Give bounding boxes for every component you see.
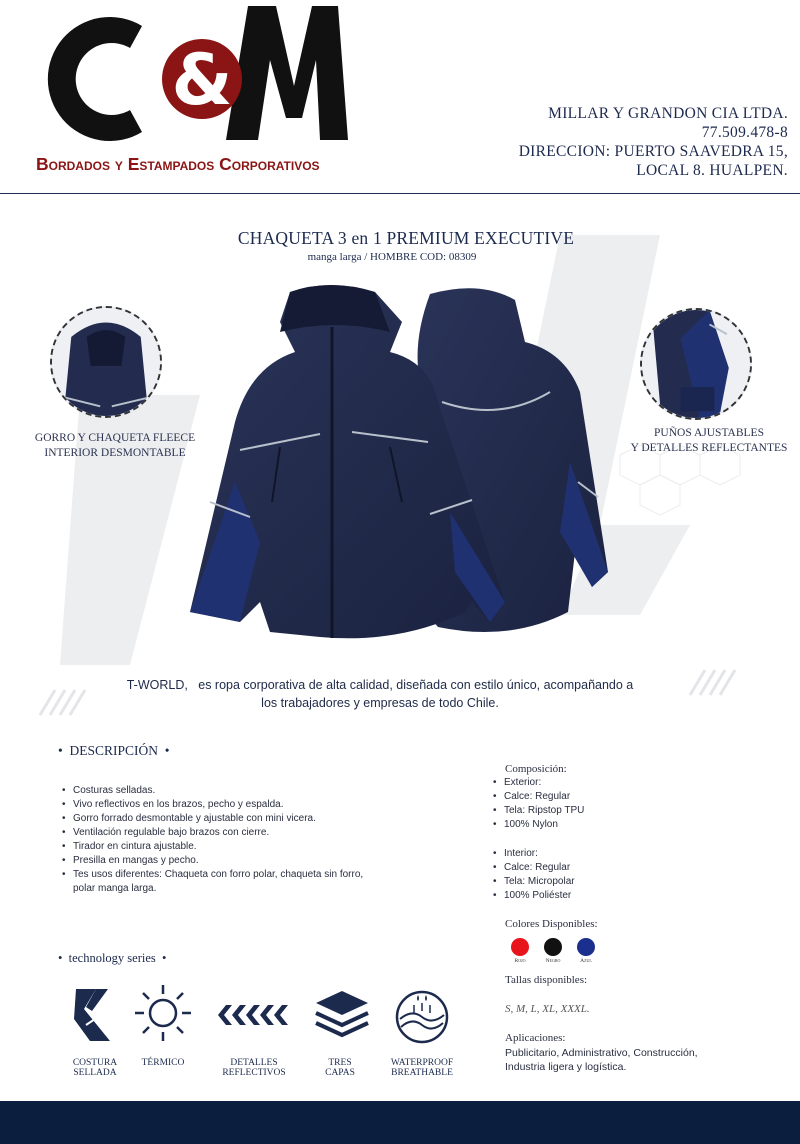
tech-label-line1: DETALLES [230,1058,278,1068]
tech-label-line2: BREATHABLE [391,1068,453,1078]
colors-title: Colores Disponibles: [505,918,598,930]
composition-interior-list [493,847,693,903]
tech-label-line2: REFLECTIVOS [222,1068,286,1078]
company-name: MILLAR Y GRANDON CIA LTDA. [548,105,788,122]
color-label-blue: Azul [580,958,592,964]
sizes-title: Tallas disponibles: [505,974,588,986]
feature-cuff-label [620,426,798,456]
list-item: • Tela: Micropolar [493,875,693,889]
applications-value: Publicitario, Administrativo, Construcción, Industria ligera y logística. [505,1047,698,1073]
list-item: • Tes usos diferentes: Chaqueta con forro polar, chaqueta sin forro, polar manga larga. [62,868,372,896]
list-item: • Ventilación regulable bajo brazos con cierre. [62,826,372,840]
list-item: • 100% Nylon [493,818,693,832]
intro-text [70,676,690,712]
color-swatch-black [544,938,562,956]
company-logo [30,4,360,182]
company-address-line2: LOCAL 8. HUALPEN. [636,162,788,179]
detail-hood-circle [50,306,162,418]
header-divider [0,193,800,194]
list-item: • Calce: Regular [493,790,693,804]
description-list [62,784,372,896]
product-subtitle: manga larga / HOMBRE COD: 08309 [307,251,477,263]
feature-hood-line1: GORRO Y CHAQUETA FLEECE [34,432,196,444]
list-item: • Exterior: [493,776,693,790]
composition-exterior-list [493,776,693,832]
tech-label-line1: WATERPROOF [390,1058,454,1068]
waterproof-icon [392,987,452,1047]
tech-label-termico [123,1058,203,1068]
list-item: • Tela: Ripstop TPU [493,804,693,818]
feature-cuff-line2: Y DETALLES REFLECTANTES [630,442,788,454]
tech-label-capas [300,1058,380,1078]
color-label-black: Negro [545,958,561,964]
feature-hood-line2: INTERIOR DESMONTABLE [44,447,186,459]
intro-line2: los trabajadores y empresas de todo Chile. [261,696,499,710]
list-item: • 100% Poliéster [493,889,693,903]
tech-label-line2: SELLADA [73,1068,117,1078]
color-swatch-red [511,938,529,956]
intro-line1: T-WORLD, es ropa corporativa de alta calidad, diseñada con estilo único, acompañando a [126,678,634,692]
sealed-seam-icon [66,985,126,1045]
sizes-value: S, M, L, XL, XXXL. [505,1003,590,1015]
color-label-red: Rojo [514,958,526,964]
sun-thermal-icon [133,983,193,1043]
tech-label-line2: CAPAS [325,1068,355,1078]
applications-title: Aplicaciones: [505,1032,566,1044]
company-address-line1: DIRECCION: PUERTO SAAVEDRA 15, [518,143,788,160]
company-rut: 77.509.478-8 [701,124,788,141]
jacket-product-image [180,282,620,647]
tech-label-line1: COSTURA [72,1058,118,1068]
list-item: • Gorro forrado desmontable y ajustable con mini vicera. [62,812,372,826]
company-info [519,104,788,180]
description-heading: • DESCRIPCIÓN • [58,743,170,758]
layers-icon [312,985,372,1045]
tech-label-waterproof [382,1058,462,1078]
list-item: • Costuras selladas. [62,784,372,798]
list-item: • Calce: Regular [493,861,693,875]
list-item: • Vivo reflectivos en los brazos, pecho y espalda. [62,798,372,812]
technology-heading: • technology series • [58,951,167,965]
svg-text:Bordados y Estampados Corporat: Bordados y Estampados Corporativos [36,154,320,174]
list-item: • Presilla en mangas y pecho. [62,854,372,868]
color-swatch-blue [577,938,595,956]
detail-cuff-circle [640,308,752,420]
feature-hood-label [28,431,202,461]
list-item: • Tirador en cintura ajustable. [62,840,372,854]
footer-bar [0,1101,800,1144]
product-title: CHAQUETA 3 en 1 PREMIUM EXECUTIVE [237,228,575,248]
composition-title: Composición: [505,763,567,775]
tech-label-line1: TRES [328,1058,352,1068]
reflective-chevrons-icon [212,985,292,1045]
list-item: • Interior: [493,847,693,861]
feature-cuff-line1: PUÑOS AJUSTABLES [654,427,764,439]
tech-label-line1: TÉRMICO [141,1058,185,1068]
svg-text:&: & [171,39,233,121]
tech-label-detalles [214,1058,294,1078]
